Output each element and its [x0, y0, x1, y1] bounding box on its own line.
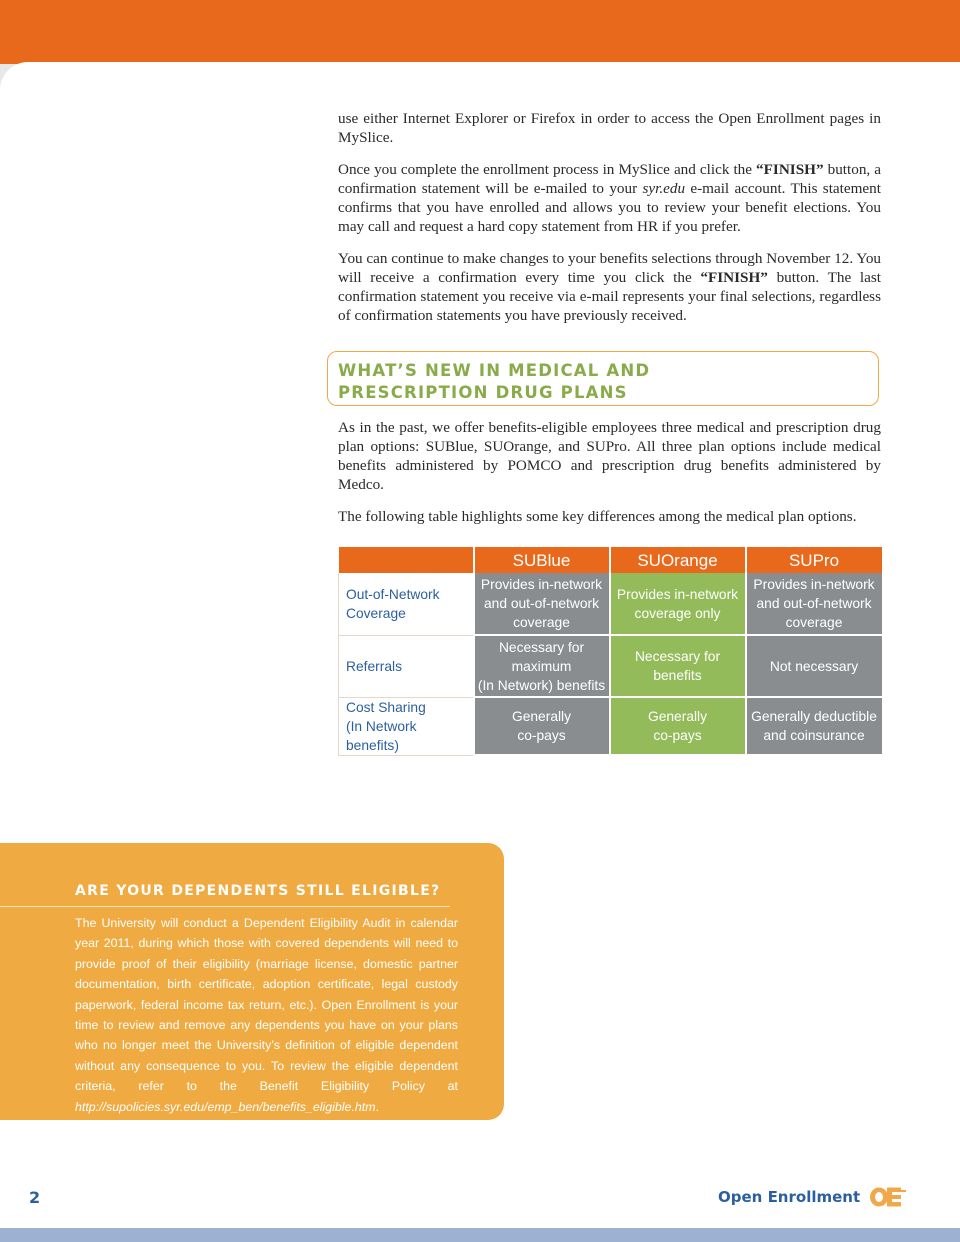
cell-sublue-referrals: Necessary for maximum (In Network) benefits: [474, 635, 610, 697]
cell-supro-out-of-network: Provides in-network and out-of-network coverage: [746, 573, 882, 635]
section-heading: WHAT’S NEW IN MEDICAL AND PRESCRIPTION DRUG PLANS: [338, 361, 651, 402]
intro-paragraph-3: You can continue to make changes to your benefits selections through November 12. You will receive a confirmation every time you click the “FINISH” button. The last confirmation statement you receive via e-mail represents your final selections, regardless of confirmation statements you have previously received.: [338, 250, 882, 324]
cell-suorange-referrals: Necessary for benefits: [610, 635, 746, 697]
dependents-sidebar: [0, 843, 504, 1120]
cell-sublue-out-of-network: Provides in-network and out-of-network coverage: [474, 573, 610, 635]
row-label-out-of-network: Out-of-Network Coverage: [339, 573, 474, 635]
cell-sublue-cost-sharing: Generally co-pays: [474, 697, 610, 755]
column-header-suorange: SUOrange: [610, 547, 746, 573]
policy-link[interactable]: http://supolicies.syr.edu/emp_ben/benefits_eligible.htm: [75, 1099, 376, 1114]
cell-supro-referrals: Not necessary: [746, 635, 882, 697]
page-number: 2: [29, 1188, 41, 1207]
table-row-referrals: [339, 635, 882, 697]
table-row-cost-sharing: [339, 697, 882, 755]
cell-supro-cost-sharing: Generally deductible and coinsurance: [746, 697, 882, 755]
section-text: [338, 418, 881, 507]
top-color-bar: [0, 0, 960, 64]
table-intro-text: [338, 507, 881, 539]
column-header-sublue: SUBlue: [474, 547, 610, 573]
intro-text: [338, 109, 881, 338]
row-label-cost-sharing: Cost Sharing (In Network benefits): [339, 697, 474, 755]
footer-brand: Open Enrollment: [718, 1188, 861, 1206]
plan-comparison-table: [338, 547, 882, 756]
sidebar-divider: [0, 906, 450, 907]
table-header-row: [339, 547, 882, 573]
sidebar-title: ARE YOUR DEPENDENTS STILL ELIGIBLE?: [75, 883, 441, 899]
section-paragraph-1: As in the past, we offer benefits-eligible employees three medical and prescription drug plan options: SUBlue, SUOrange, and SUPro. All three plan options include medical benefits administered by POMCO and prescription drug benefits administered by Medco.: [338, 419, 881, 493]
table-row-out-of-network: [339, 573, 882, 635]
section-heading-box: [327, 351, 879, 406]
cell-suorange-cost-sharing: Generally co-pays: [610, 697, 746, 755]
cell-suorange-out-of-network: Provides in-network coverage only: [610, 573, 746, 635]
column-header-supro: SUPro: [746, 547, 882, 573]
sidebar-text: The University will conduct a Dependent Eligibility Audit in calendar year 2011, during which those with covered dependents will need to provide proof of their eligibility (marriage license, domestic partner documentation, birth certificate, adoption certificate, legal custody paperwork, federal income tax return, etc.). Open Enrollment is your time to review and remove any dependents you have on your plans who no longer meet the University’s definition of eligible dependent without any consequence to you. To review the eligible dependent criteria, refer to the Benefit Eligibility Policy at http://supolicies.syr.edu/emp_ben/benefits_eligible.htm.: [75, 916, 458, 1114]
row-label-referrals: Referrals: [339, 635, 474, 697]
intro-paragraph-2: Once you complete the enrollment process in MySlice and click the “FINISH” button, a confirmation statement will be e-mailed to your syr.edu e-mail account. This statement confirms that you have enrolled and allows you to review your benefit elections. You may call and request a hard copy statement from HR if you prefer.: [338, 161, 881, 235]
bottom-color-bar: [0, 1228, 960, 1242]
section-paragraph-2: The following table highlights some key differences among the medical plan options.: [338, 508, 857, 525]
table-corner-cell: [339, 547, 474, 573]
oe-logo-icon: [869, 1186, 907, 1208]
intro-paragraph-1: use either Internet Explorer or Firefox in order to access the Open Enrollment pages in MySlice.: [338, 110, 881, 146]
